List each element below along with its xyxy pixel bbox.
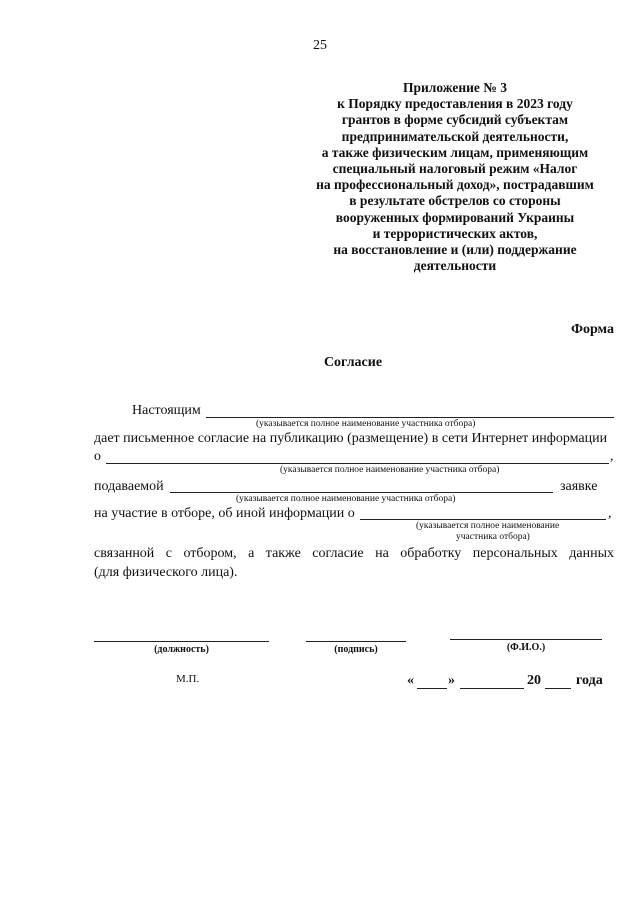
- application-hint: (указывается полное наименование участника отбора): [236, 494, 456, 504]
- date-open-quote: «: [407, 673, 414, 688]
- appendix-line: к Порядку предоставления в 2023 году: [337, 96, 573, 112]
- word: с: [165, 546, 172, 561]
- date-year-field[interactable]: [545, 688, 571, 689]
- word: отбором,: [183, 546, 237, 561]
- consent-text-end: (для физического лица).: [94, 565, 238, 580]
- consent-text-other-info: на участие в отборе, об иной информации о: [94, 506, 355, 521]
- form-label: Форма: [570, 322, 614, 337]
- word: обработку: [400, 546, 462, 561]
- signature-field[interactable]: [306, 641, 406, 642]
- word: данных: [569, 546, 614, 561]
- full-name-label: (Ф.И.О.): [506, 642, 546, 653]
- consent-text-line: дает письменное согласие на публикацию (размещение) в сети Интернет информации: [94, 431, 608, 446]
- participant-name-field[interactable]: [206, 417, 614, 418]
- word: согласие: [312, 546, 364, 561]
- appendix-line: грантов в форме субсидий субъектам: [341, 112, 569, 128]
- consent-intro: Настоящим: [132, 403, 201, 418]
- participant-info-hint: (указывается полное наименование участника отбора): [280, 465, 500, 475]
- appendix-header: [300, 80, 610, 274]
- date-year-word: года: [576, 673, 603, 688]
- comma: ,: [610, 449, 614, 464]
- word: также: [265, 546, 301, 561]
- appendix-line: вооруженных формирований Украины: [335, 209, 575, 225]
- participant-name-hint: (указывается полное наименование участника отбора): [256, 419, 476, 429]
- appendix-line: предпринимательской деятельности,: [341, 128, 569, 144]
- other-info-hint: (указывается полное наименование: [416, 521, 560, 531]
- document-title: Согласие: [323, 355, 383, 370]
- date-close-quote: »: [448, 673, 455, 688]
- word: на: [375, 546, 389, 561]
- consent-text-submitted: подаваемой: [94, 479, 164, 494]
- comma: ,: [608, 506, 612, 521]
- appendix-line: в результате обстрелов со стороны: [349, 193, 561, 209]
- consent-text-application: заявке: [560, 479, 598, 494]
- other-info-field[interactable]: [360, 519, 606, 520]
- appendix-line: а также физическим лицам, применяющим: [321, 144, 589, 160]
- position-label: (должность): [154, 644, 209, 655]
- application-field[interactable]: [170, 492, 553, 493]
- consent-text-about: о: [94, 449, 101, 464]
- word: связанной: [94, 546, 155, 561]
- date-century: 20: [527, 673, 541, 688]
- page-number: 25: [313, 38, 327, 53]
- appendix-line: специальный налоговый режим «Налог: [332, 161, 578, 177]
- date-month-field[interactable]: [460, 688, 524, 689]
- other-info-hint: участника отбора): [456, 532, 530, 542]
- appendix-line: Приложение № 3: [403, 80, 507, 95]
- full-name-field[interactable]: [450, 639, 602, 640]
- appendix-line: на профессиональный доход», пострадавшим: [316, 177, 594, 193]
- position-field[interactable]: [94, 641, 269, 642]
- appendix-line: деятельности: [413, 258, 497, 274]
- word: персональных: [472, 546, 558, 561]
- consent-text-justified: [94, 546, 614, 562]
- date-day-field[interactable]: [417, 688, 447, 689]
- appendix-line: и террористических актов,: [372, 225, 538, 241]
- stamp-label: М.П.: [176, 673, 200, 685]
- participant-info-field[interactable]: [106, 463, 609, 464]
- signature-label: (подпись): [334, 644, 378, 655]
- appendix-line: на восстановление и (или) поддержание: [333, 242, 577, 258]
- word: а: [248, 546, 255, 561]
